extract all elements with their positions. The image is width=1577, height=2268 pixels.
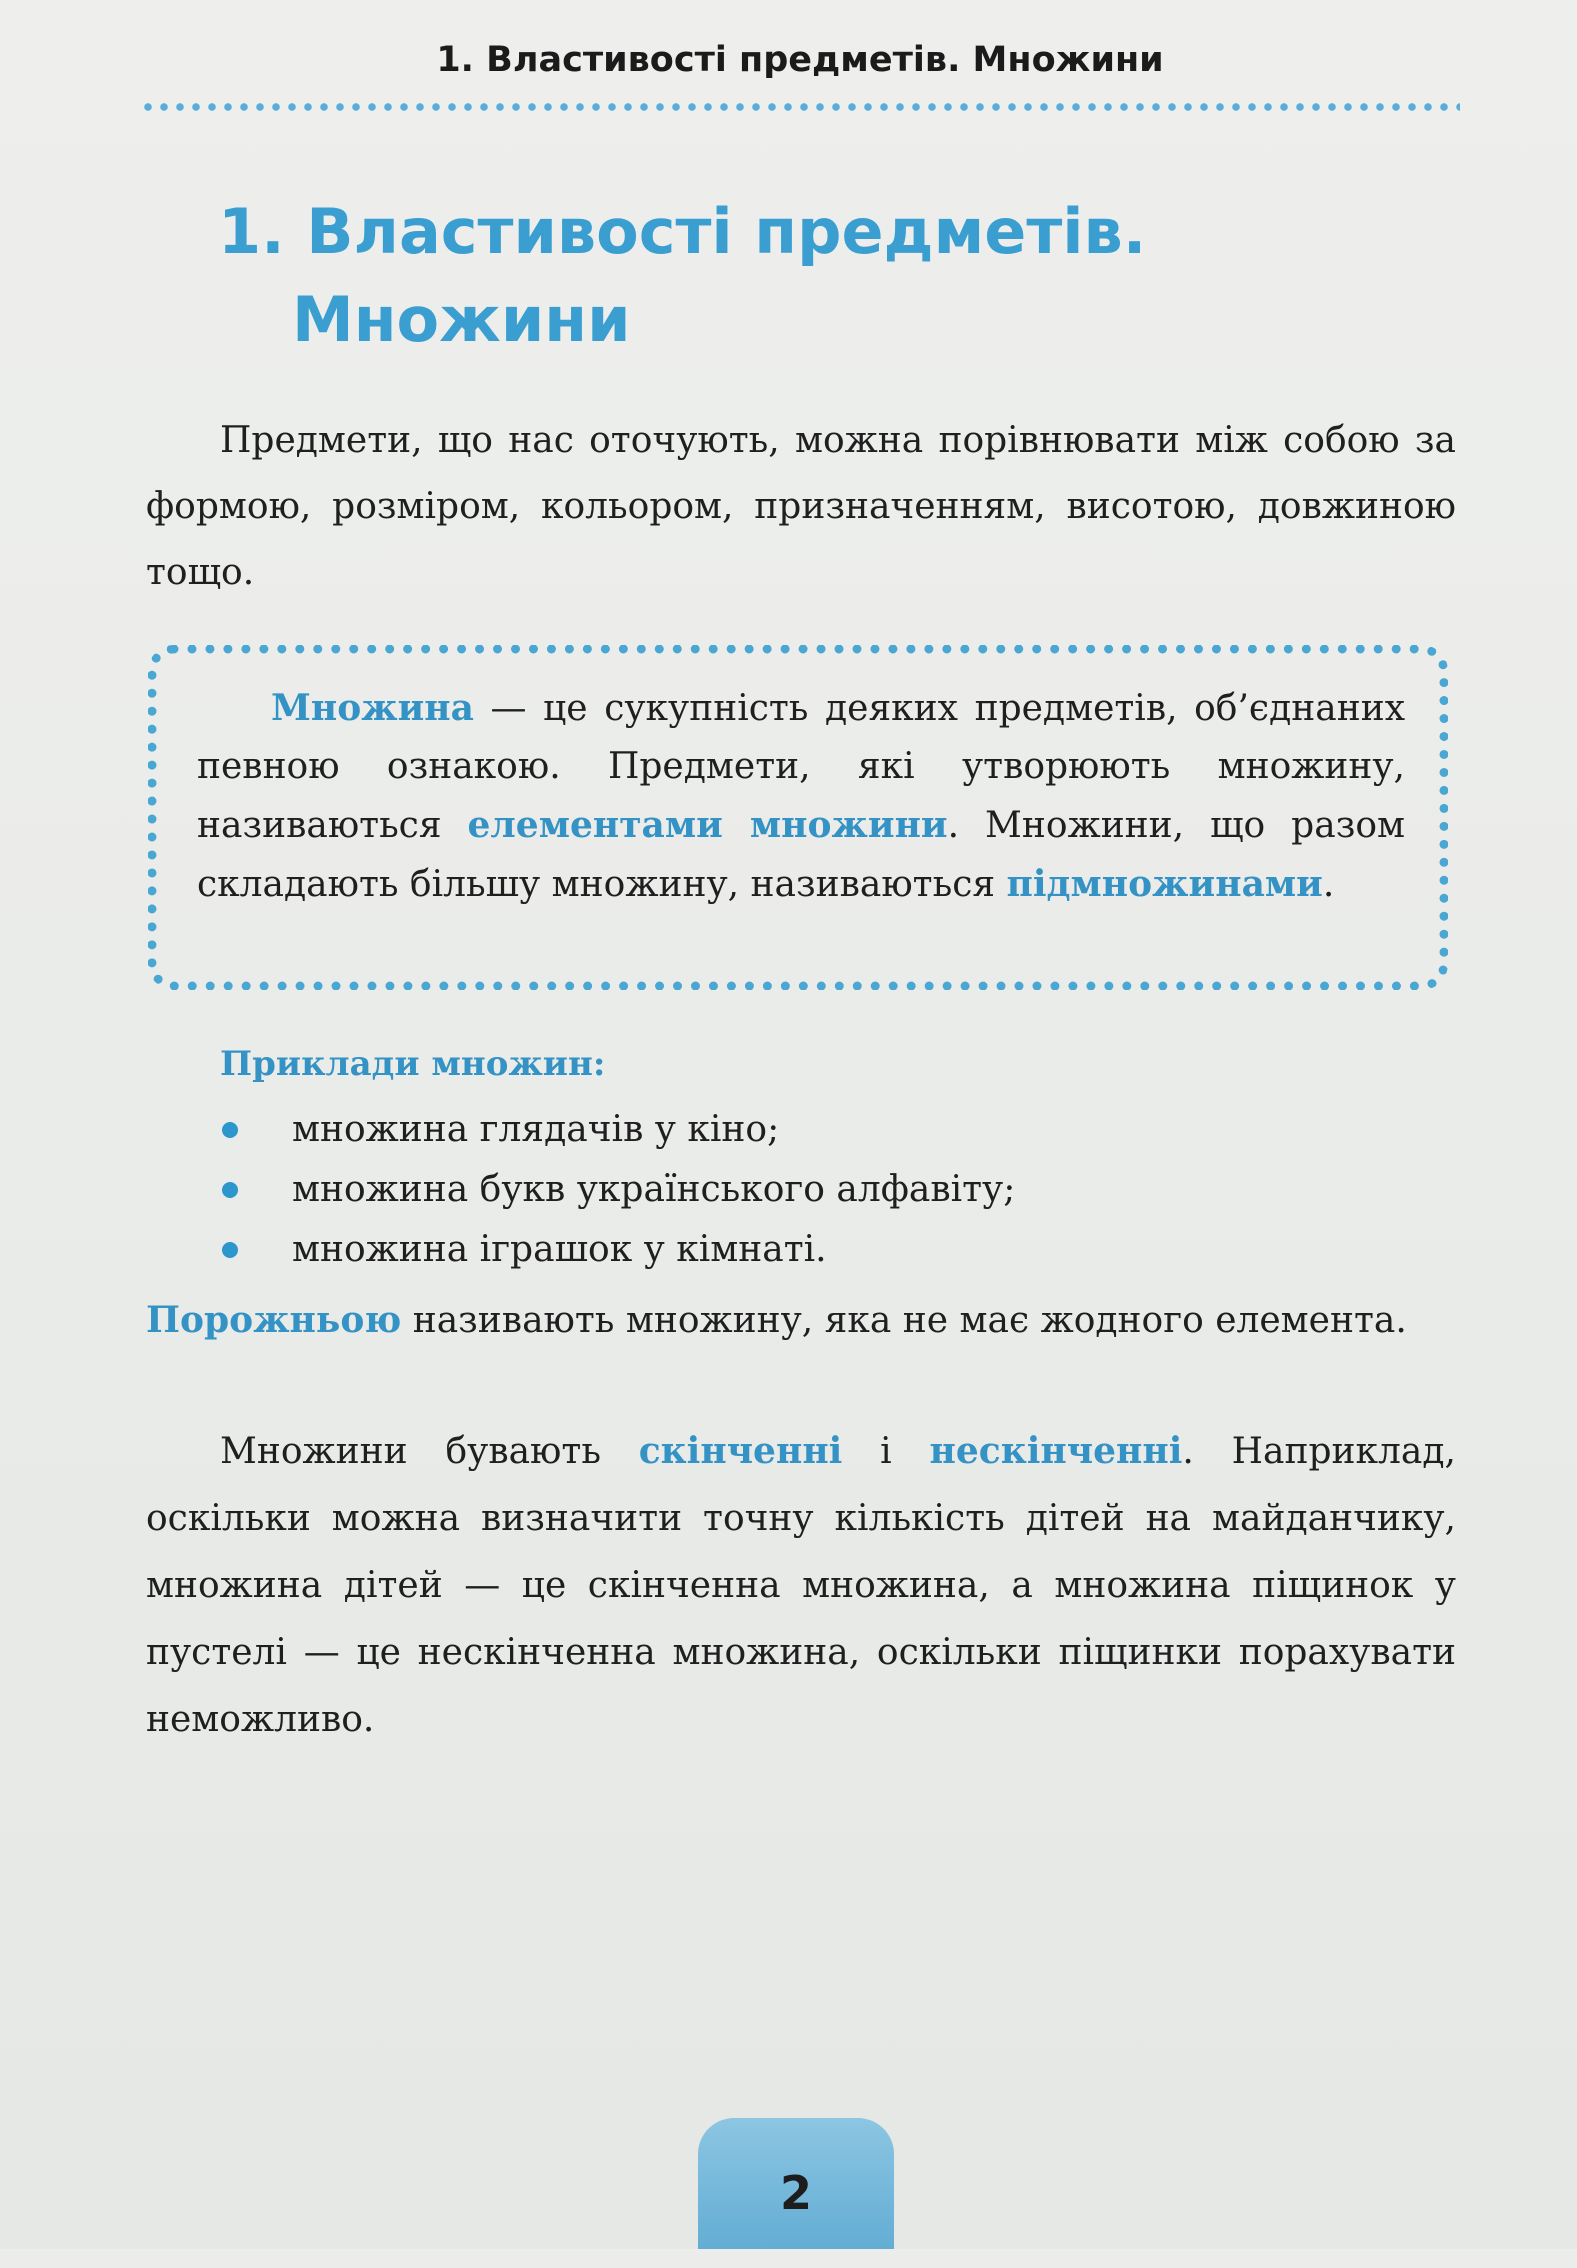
definition-term: Множина: [271, 687, 474, 729]
definition-paragraph: [197, 679, 1405, 914]
definition-text-3: .: [1322, 864, 1335, 905]
bullet-icon: [222, 1182, 238, 1198]
bullet-icon: [222, 1122, 238, 1138]
section-title-line2: Множини: [292, 283, 631, 356]
definition-text-2: . Множини, що разом складають більшу множину, називаються: [197, 805, 1406, 905]
page-number: 2: [779, 2166, 812, 2220]
empty-set-term: Порожньою: [146, 1299, 402, 1341]
list-item-text: множина глядачів у кіно;: [292, 1109, 780, 1150]
definition-term-subsets: підмножинами: [1006, 863, 1323, 905]
list-item-text: множина іграшок у кімнаті.: [292, 1229, 827, 1270]
finite-term: скінченні: [638, 1430, 843, 1472]
examples-list: [222, 1100, 1015, 1280]
empty-set-paragraph: [146, 1287, 1456, 1354]
header-dotted-divider: [140, 102, 1460, 112]
finite-text-2: і: [842, 1431, 930, 1472]
page-number-tab: [698, 2118, 894, 2249]
section-title: [218, 188, 1418, 364]
finite-text-3: . Наприклад, оскільки можна визначити точну кількість дітей на майданчику, множина дітей — це скінченна множина, а множина піщинок у пустелі — це нескінченна множина, оскільки піщинки порахувати неможливо.: [146, 1431, 1456, 1740]
definition-box: [148, 645, 1448, 990]
infinite-term: нескінченні: [929, 1430, 1183, 1472]
definition-term-elements: елементами множини: [467, 804, 948, 846]
finite-sets-paragraph: [146, 1418, 1456, 1753]
intro-paragraph: Предмети, що нас оточують, можна порівнювати між собою за формою, розміром, кольором, призначенням, висотою, довжиною тощо.: [146, 420, 1456, 593]
list-item-text: множина букв українського алфавіту;: [292, 1169, 1016, 1210]
definition-text-1: — це сукупність деяких предметів, об’єднаних певною ознакою. Предмети, які утворюють множину, називаються: [197, 688, 1405, 846]
list-item: [222, 1100, 1015, 1160]
list-item: [222, 1160, 1015, 1220]
bullet-icon: [222, 1242, 238, 1258]
empty-set-text: називають множину, яка не має жодного елемента.: [401, 1300, 1407, 1341]
section-title-line1: 1. Властивості предметів.: [218, 195, 1147, 268]
examples-heading: Приклади множин:: [220, 1044, 606, 1084]
finite-text-1: Множини бувають: [220, 1431, 639, 1472]
list-item: [222, 1220, 1015, 1280]
running-head: 1. Властивості предметів. Множини: [436, 40, 1164, 80]
